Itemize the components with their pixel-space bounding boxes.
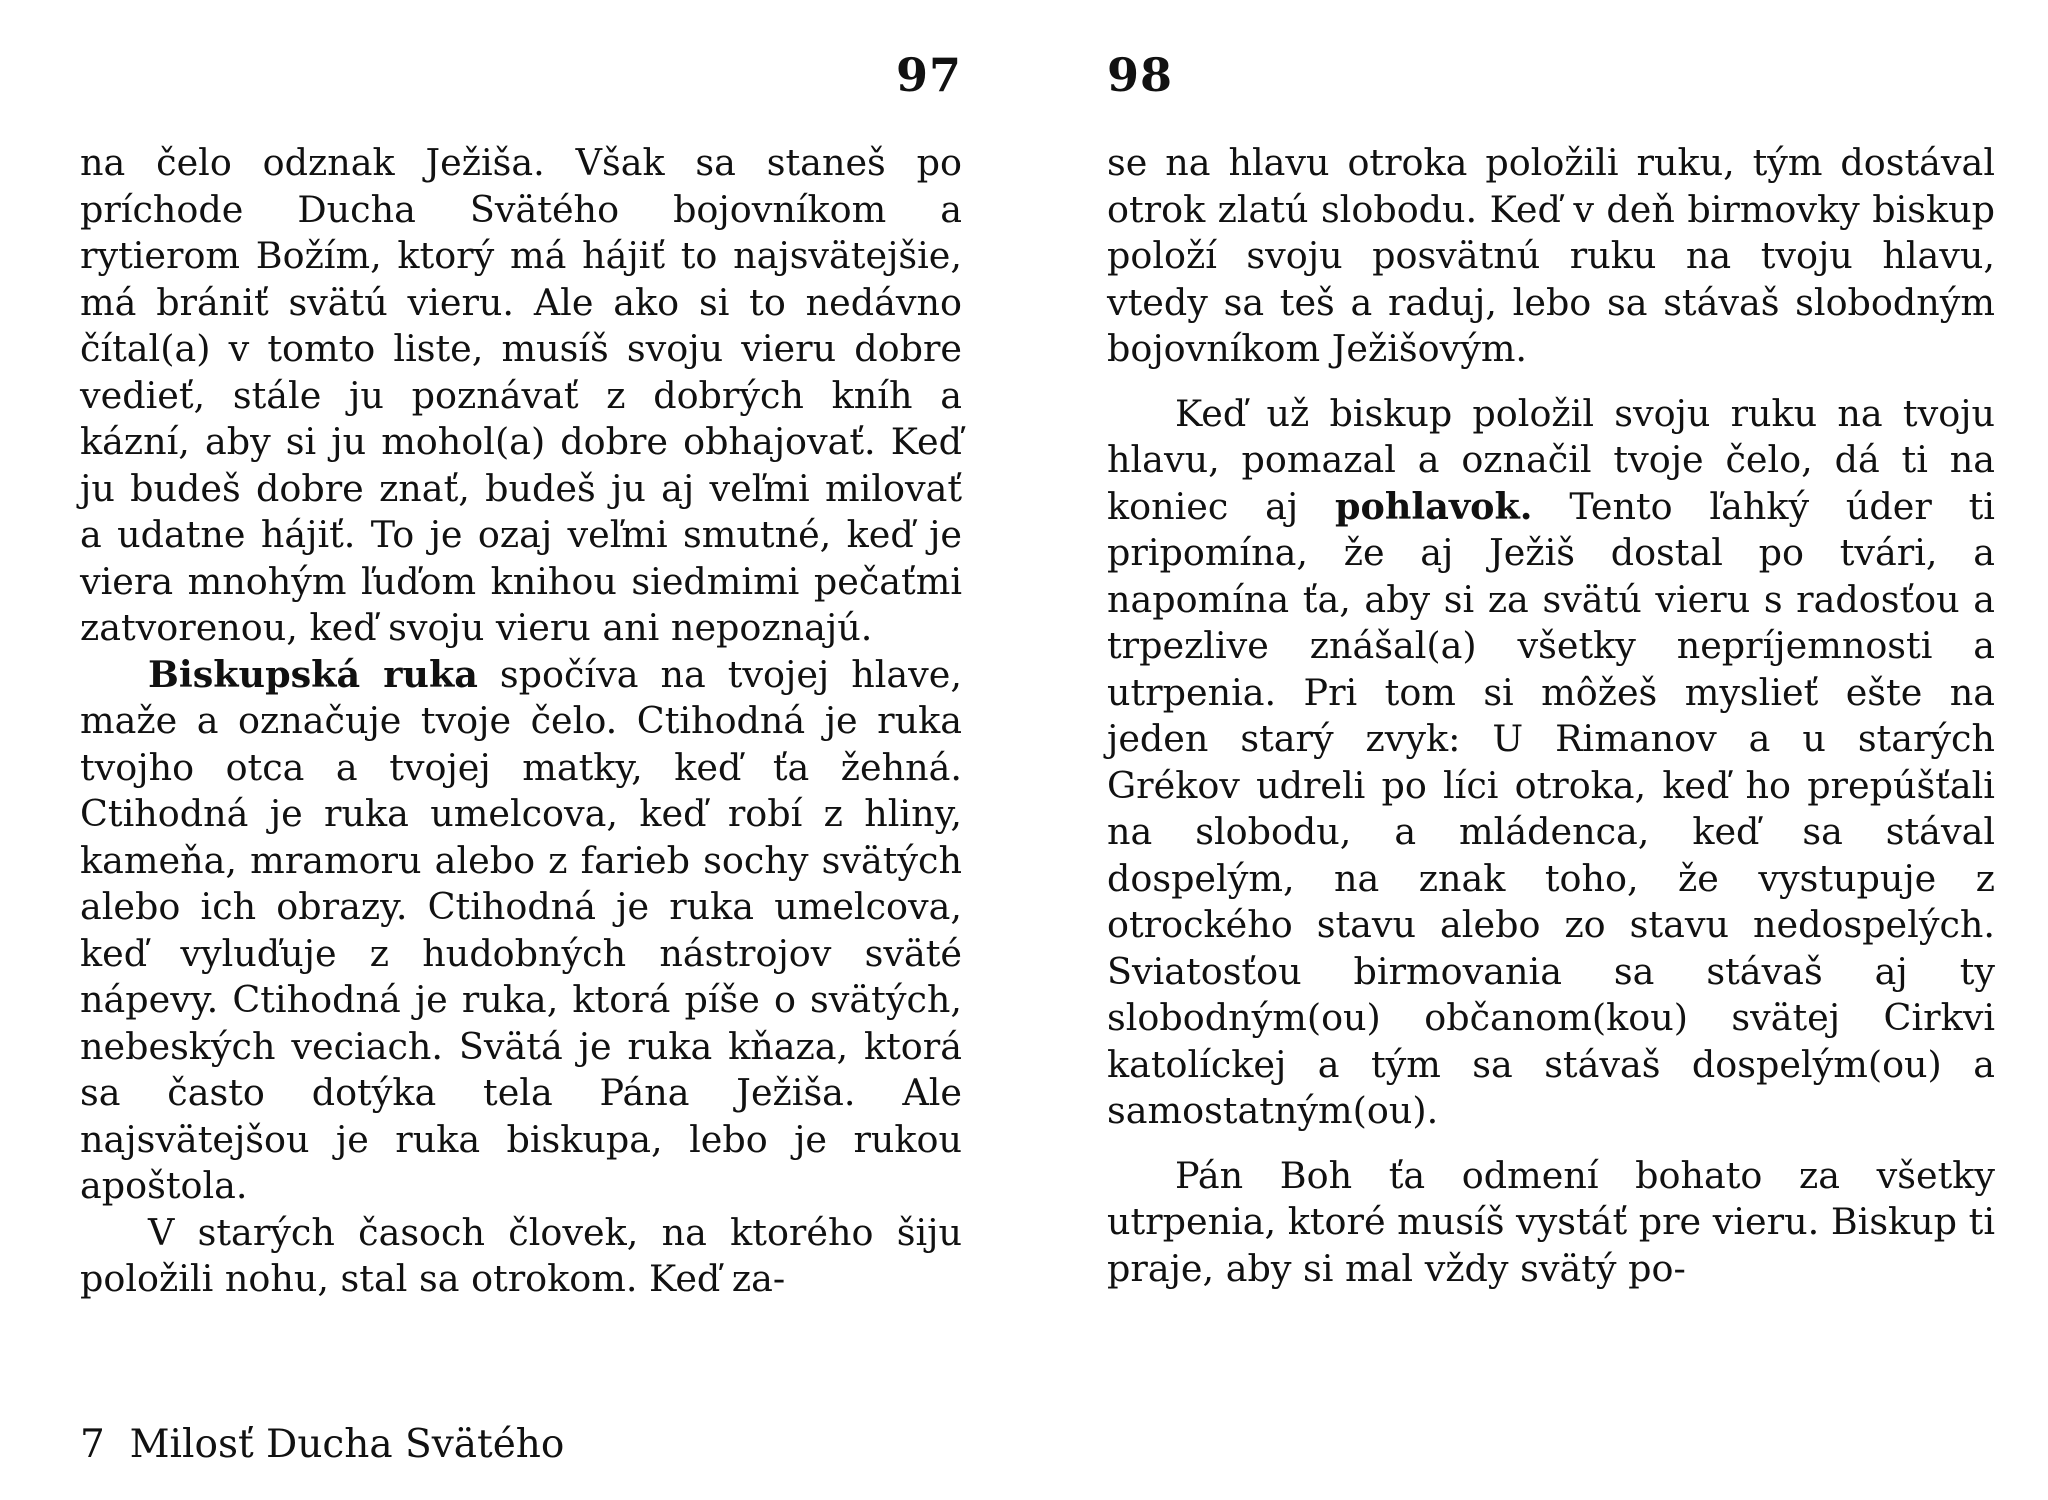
paragraph-text: se na hlavu otroka položili ruku, tým dostával otrok zlatú slobodu. Keď v deň birmovky biskup položí svoju posvätnú ruku na tvoju hlavu, vtedy sa teš a raduj, lebo sa stávaš slobodným bojovníkom Ježišovým. [1107, 141, 1995, 370]
left-page [80, 0, 962, 1500]
paragraph-2 [1107, 391, 1995, 1135]
paragraph-text: V starých časoch človek, na ktorého šiju položili nohu, stal sa otrokom. Keď za- [80, 1210, 962, 1300]
paragraph-3 [80, 1210, 962, 1303]
paragraph-text: spočíva na tvojej hlave, maže a označuje tvoje čelo. Ctihodná je ruka tvojho otca a tvojej matky, keď ťa žehná. Ctihodná je ruka umelcova, keď robí z hliny, kameňa, mramoru alebo z farieb sochy svätých alebo ich obrazy. Ctihodná je ruka umelcova, keď vyluďuje z hudobných nástrojov sväté nápevy. Ctihodná je ruka, ktorá píše o svätých, nebeských veciach. Svätá je ruka kňaza, ktorá sa často dotýka tela Pána Ježiša. Ale najsvätejšou je ruka biskupa, lebo je rukou apoštola. [80, 652, 962, 1207]
paragraph-text: na čelo odznak Ježiša. Však sa staneš po príchode Ducha Svätého bojovníkom a rytierom Božím, ktorý má hájiť to najsvätejšie, má brániť svätú vieru. Ale ako si to nedávno čítal(a) v tomto liste, musíš svoju vieru dobre vedieť, stále ju poznávať z dobrých kníh a kázní, aby si ju mohol(a) dobre obhajovať. Keď ju budeš dobre znať, budeš ju aj veľmi milovať a udatne hájiť. To je ozaj veľmi smutné, keď je viera mnohým ľuďom knihou siedmimi pečaťmi zatvorenou, keď svoju vieru ani nepoznajú. [80, 141, 962, 649]
chapter-footer: 7 Milosť Ducha Svätého [80, 1422, 565, 1467]
bold-phrase: pohlavok. [1335, 484, 1533, 528]
page-body [1107, 140, 1995, 1292]
paragraph-1 [1107, 140, 1995, 373]
paragraph-text: Keď už biskup položil svoju ruku na tvoju hlavu, pomazal a označil tvoje čelo, dá ti na koniec aj [1107, 391, 1995, 528]
page-number: 98 [1107, 48, 1174, 102]
bold-phrase: Biskupská ruka [148, 652, 478, 696]
paragraph-2 [80, 652, 962, 1210]
right-page [1107, 0, 1995, 1500]
paragraph-3 [1107, 1153, 1995, 1293]
paragraph-text: Tento ľahký úder ti pripomína, že aj Ježiš dostal po tvári, a napomína ťa, aby si za svätú vieru s radosťou a trpezlive znášal(a) všetky nepríjemnosti a utrpenia. Pri tom si môžeš myslieť ešte na jeden starý zvyk: U Rimanov a u starých Grékov udreli po líci otroka, keď ho prepúšťali na slobodu, a mládenca, keď sa stával dospelým, na znak toho, že vystupuje z otrockého stavu alebo zo stavu nedospelých. Sviatosťou birmovania sa stávaš aj ty slobodným(ou) občanom(kou) svätej Cirkvi katolíckej a tým sa stávaš dospelým(ou) a samostatným(ou). [1107, 484, 1995, 1132]
paragraph-text: Pán Boh ťa odmení bohato za všetky utrpenia, ktoré musíš vystáť pre vieru. Biskup ti praje, aby si mal vždy svätý po- [1107, 1153, 1995, 1290]
page-number: 97 [895, 48, 962, 102]
paragraph-1 [80, 140, 962, 652]
page-body [80, 140, 962, 1303]
